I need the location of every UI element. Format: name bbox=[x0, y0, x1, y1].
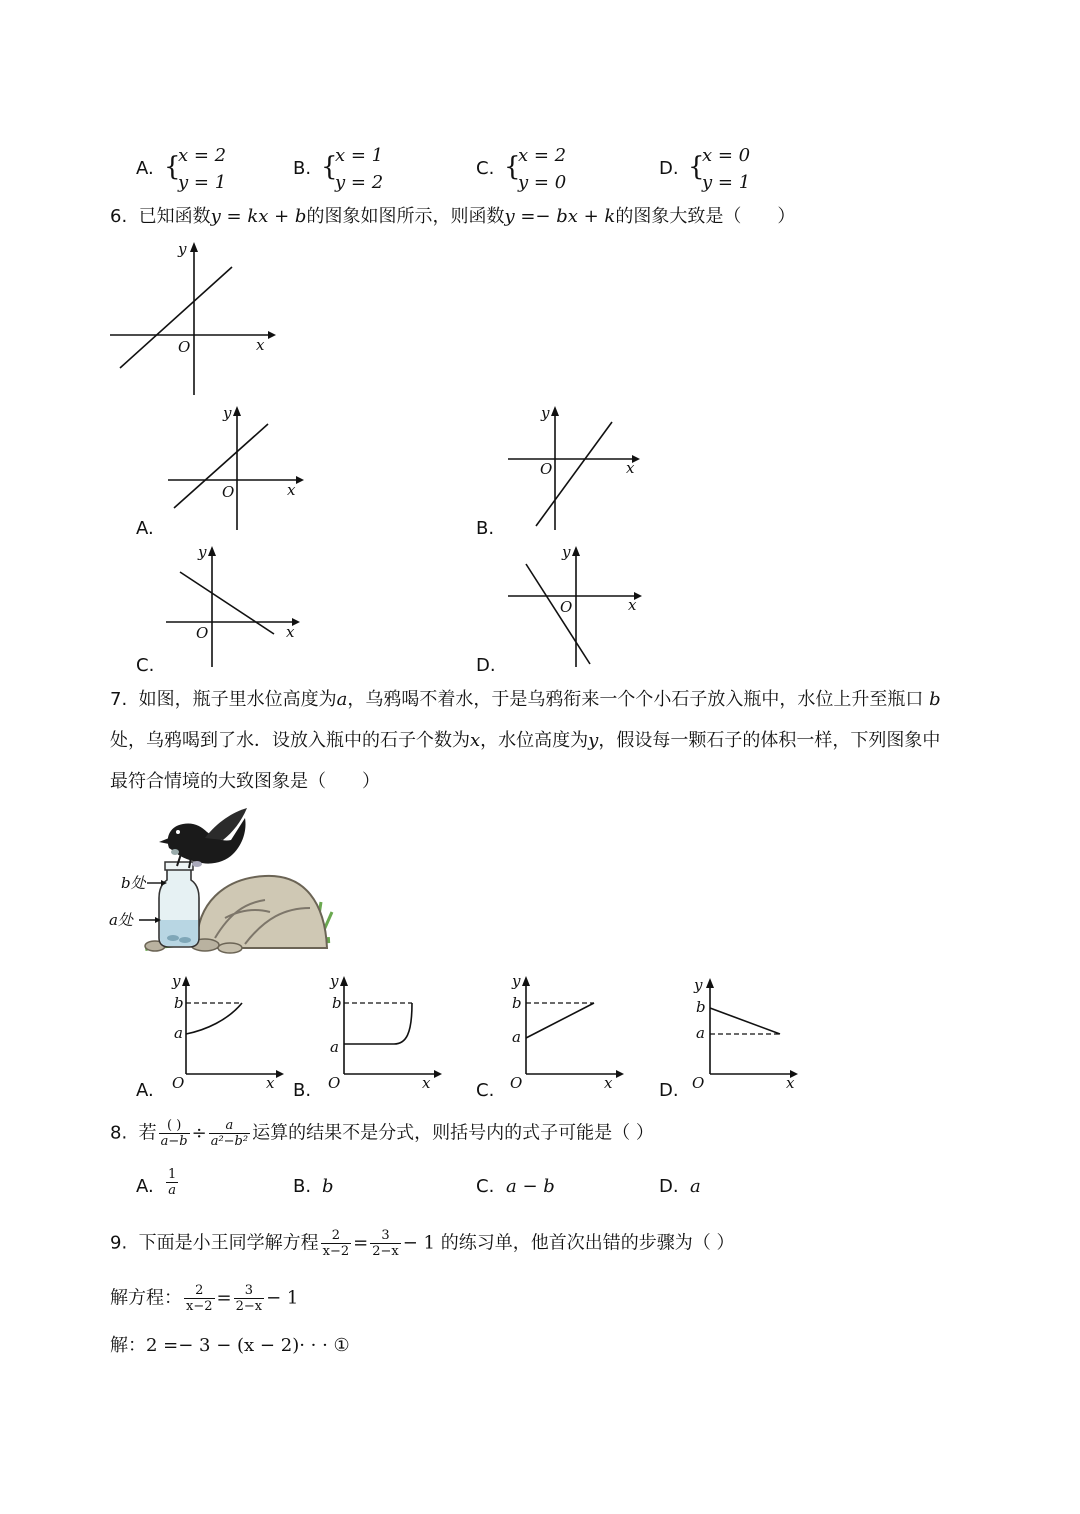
a-tick-label: a bbox=[174, 1024, 183, 1042]
x-axis-label: x bbox=[287, 481, 296, 499]
x-axis-label: x bbox=[786, 1074, 795, 1092]
y-axis-label: y bbox=[223, 404, 232, 422]
origin-label: O bbox=[222, 483, 235, 501]
x-axis-label: x bbox=[422, 1074, 431, 1092]
b-tick-label: b bbox=[512, 994, 522, 1012]
q9-stem: 9. 下面是小王同学解方程 $\frac{2}{x-2}$ = $\frac{3}{2-x}$ − 1 的练习单，他首次出错的步骤为（ ） bbox=[110, 1228, 735, 1259]
q8-option-b-value: b bbox=[322, 1176, 334, 1197]
q5-option-b-label: B. bbox=[293, 158, 312, 179]
x-axis-label: x bbox=[628, 596, 637, 614]
y-axis-label: y bbox=[512, 972, 521, 990]
q8-option-b-label: B. bbox=[293, 1176, 312, 1197]
q8-option-c-label: C. bbox=[476, 1176, 495, 1197]
q7-option-b-graph bbox=[318, 968, 448, 1093]
x-axis-label: x bbox=[604, 1074, 613, 1092]
brace-icon: { bbox=[321, 152, 338, 182]
q8-stem: 8. 若 $\frac{( )}{a-b}$ ÷ $\frac{a}{\text{a²−b²}}$ 运算的结果不是分式，则括号内的式子可能是（ ） bbox=[110, 1118, 654, 1149]
y-axis-label: y bbox=[172, 972, 181, 990]
q6-stem: 6. 已知函数y = kx + b的图象如图所示，则函数y =− bx + k的图象大致是（ ） bbox=[110, 206, 796, 227]
y-axis-label: y bbox=[330, 972, 339, 990]
q6-option-d-label: D. bbox=[476, 655, 496, 676]
label-b-position: b处 bbox=[121, 874, 146, 892]
q6-option-a-graph bbox=[160, 402, 310, 537]
q8-option-c-value: a − b bbox=[506, 1176, 555, 1197]
q8-option-d-value: a bbox=[690, 1176, 701, 1197]
b-tick-label: b bbox=[174, 994, 184, 1012]
q6-option-c-label: C. bbox=[136, 655, 155, 676]
y-axis-label: y bbox=[178, 240, 187, 258]
q7-stem-line1: 7. 如图，瓶子里水位高度为a，乌鸦喝不着水，于是乌鸦衔来一个个小石子放入瓶中，水位上升至瓶口 b bbox=[110, 689, 941, 710]
q5-option-a-label: A. bbox=[136, 158, 154, 179]
origin-label: O bbox=[692, 1074, 705, 1092]
q6-main-graph bbox=[100, 240, 280, 400]
brace-icon: { bbox=[164, 152, 181, 182]
q5-option-c-label: C. bbox=[476, 158, 495, 179]
y-axis-label: y bbox=[198, 543, 207, 561]
q6-option-b-graph bbox=[500, 402, 650, 537]
q8-option-d-label: D. bbox=[659, 1176, 679, 1197]
q9-equation-line: 解方程： $\frac{2}{x-2}$ = $\frac{3}{2-x}$ − 1 bbox=[110, 1283, 299, 1314]
q5-option-d-system: x = 0 y = 1 bbox=[702, 145, 751, 193]
q9-solution-step-1: 解：2 =− 3 − (x − 2)· · · ① bbox=[110, 1335, 350, 1356]
q7-stem-line3: 最符合情境的大致图象是（ ） bbox=[110, 771, 380, 792]
q6-option-b-label: B. bbox=[476, 518, 495, 539]
q9-fraction-right: $\frac{3}{2-x}$ bbox=[372, 1228, 399, 1259]
x-axis-label: x bbox=[626, 459, 635, 477]
y-axis-label: y bbox=[541, 404, 550, 422]
origin-label: O bbox=[540, 460, 553, 478]
q8-fraction-2: $\frac{a}{\text{a²−b²}}$ bbox=[210, 1118, 249, 1149]
q7-option-c-graph bbox=[500, 968, 630, 1093]
y-axis-label: y bbox=[694, 976, 703, 994]
q8-option-a-value: $\frac{1}{a}$ bbox=[168, 1167, 177, 1198]
q7-option-a-label: A. bbox=[136, 1080, 154, 1101]
origin-label: O bbox=[510, 1074, 523, 1092]
a-tick-label: a bbox=[330, 1038, 339, 1056]
brace-icon: { bbox=[504, 152, 521, 182]
origin-label: O bbox=[178, 338, 191, 356]
q9-fraction-left: $\frac{2}{x-2}$ bbox=[322, 1228, 350, 1259]
q5-option-c-system: x = 2 y = 0 bbox=[518, 145, 567, 193]
origin-label: O bbox=[172, 1074, 185, 1092]
q7-option-b-label: B. bbox=[293, 1080, 312, 1101]
q8-option-a-label: A. bbox=[136, 1176, 154, 1197]
brace-icon: { bbox=[688, 152, 705, 182]
q7-option-a-graph bbox=[160, 968, 290, 1093]
x-axis-label: x bbox=[256, 336, 265, 354]
q6-option-c-graph bbox=[160, 542, 310, 672]
q7-option-d-graph bbox=[684, 968, 814, 1093]
q5-option-d-label: D. bbox=[659, 158, 679, 179]
origin-label: O bbox=[560, 598, 573, 616]
x-axis-label: x bbox=[266, 1074, 275, 1092]
b-tick-label: b bbox=[332, 994, 342, 1012]
q5-option-b-system: x = 1 y = 2 bbox=[335, 145, 384, 193]
q6-option-d-graph bbox=[500, 542, 650, 672]
origin-label: O bbox=[328, 1074, 341, 1092]
b-tick-label: b bbox=[696, 998, 706, 1016]
q7-option-c-label: C. bbox=[476, 1080, 495, 1101]
q7-option-d-label: D. bbox=[659, 1080, 679, 1101]
a-tick-label: a bbox=[512, 1028, 521, 1046]
y-axis-label: y bbox=[562, 543, 571, 561]
q6-option-a-label: A. bbox=[136, 518, 154, 539]
a-tick-label: a bbox=[696, 1024, 705, 1042]
origin-label: O bbox=[196, 624, 209, 642]
q8-fraction-1: $\frac{( )}{a-b}$ bbox=[160, 1118, 188, 1149]
q5-option-a-system: x = 2 y = 1 bbox=[178, 145, 227, 193]
x-axis-label: x bbox=[286, 623, 295, 641]
label-a-position: a处 bbox=[109, 911, 133, 929]
crow-bottle-illustration bbox=[105, 808, 340, 958]
q7-stem-line2: 处，乌鸦喝到了水．设放入瓶中的石子个数为x，水位高度为y，假设每一颗石子的体积一样，下列图象中 bbox=[110, 730, 941, 751]
